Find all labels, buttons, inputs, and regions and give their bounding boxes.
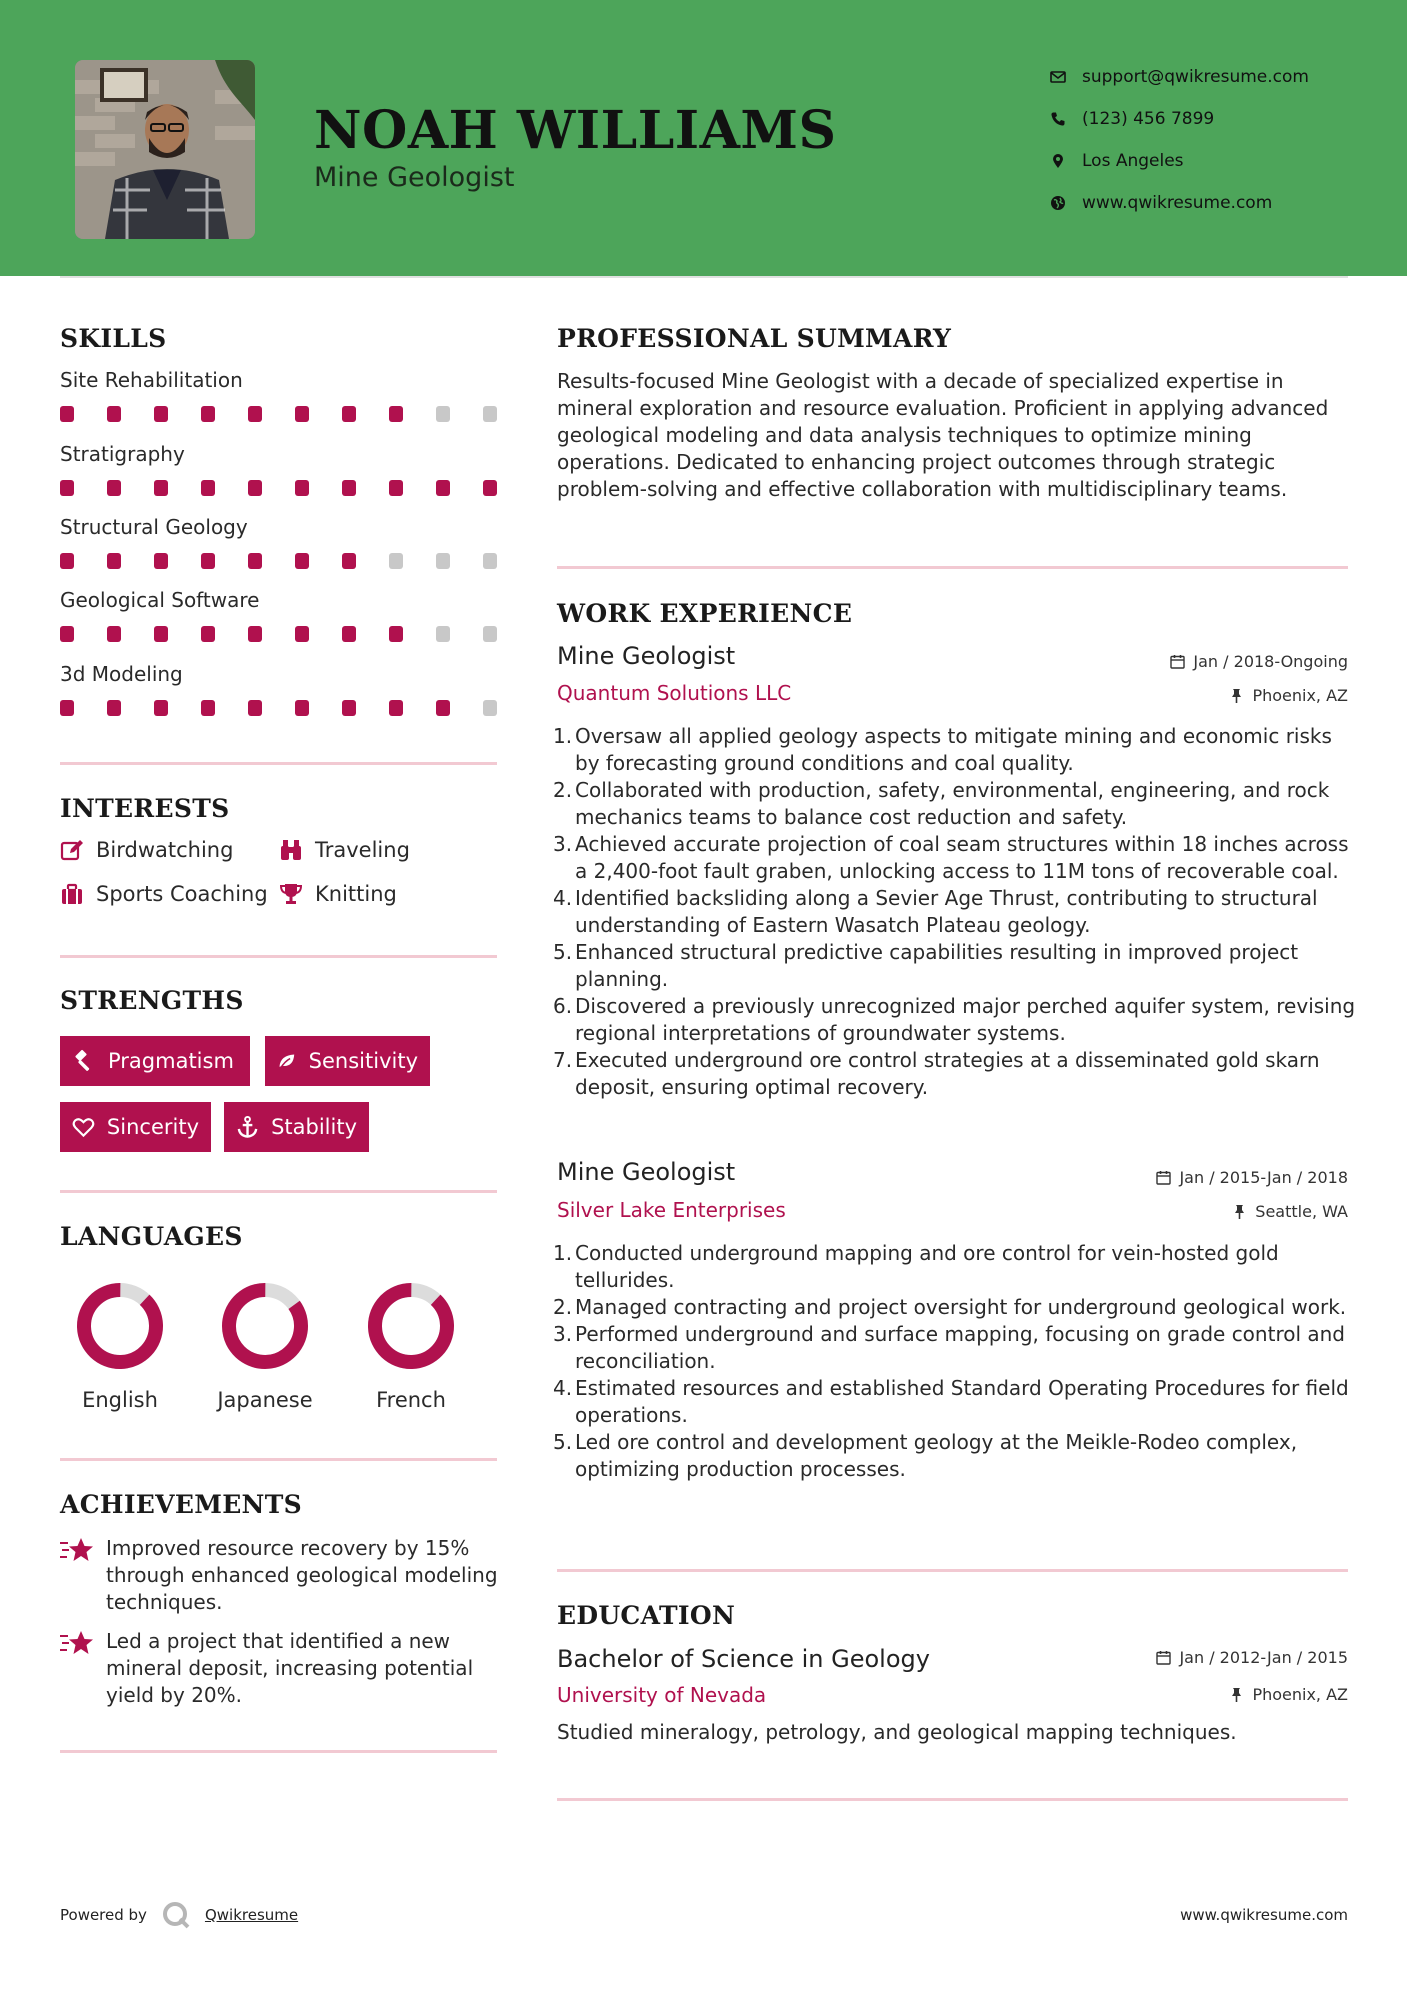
section-divider	[60, 1458, 497, 1461]
item-number: 1.	[553, 724, 573, 748]
company-name: Silver Lake Enterprises	[557, 1198, 786, 1222]
skill-dot	[389, 406, 403, 422]
candidate-name: NOAH WILLIAMS	[314, 100, 837, 161]
interest-label: Birdwatching	[96, 838, 234, 862]
star-icon	[60, 1537, 94, 1563]
skills-heading: SKILLS	[60, 324, 167, 353]
skill-dot	[248, 553, 262, 569]
skill-dot	[107, 553, 121, 569]
responsibility-item	[553, 777, 1357, 831]
strength-badge	[265, 1036, 430, 1086]
skill-dot	[60, 406, 74, 422]
language-item	[351, 1282, 471, 1412]
interest-label: Traveling	[315, 838, 410, 862]
responsibility-text: Oversaw all applied geology aspects to mitigate mining and economic risks by forecasting ground conditions and coal quality.	[575, 724, 1332, 775]
skill-dot	[201, 480, 215, 496]
section-divider	[557, 566, 1348, 569]
item-number: 2.	[553, 1295, 573, 1319]
item-number: 2.	[553, 778, 573, 802]
contact-email-text: support@qwikresume.com	[1082, 67, 1309, 87]
skill-name: Site Rehabilitation	[60, 368, 243, 392]
resume-header	[0, 0, 1407, 276]
language-donut	[221, 1282, 309, 1370]
company-name: Quantum Solutions LLC	[557, 681, 792, 705]
responsibility-item	[553, 885, 1357, 939]
skill-dot	[201, 626, 215, 642]
interest-item	[279, 838, 410, 862]
responsibility-list	[553, 723, 1357, 1101]
skill-dot	[60, 700, 74, 716]
star-icon	[60, 1630, 94, 1656]
item-number: 4.	[553, 886, 573, 910]
language-name: French	[376, 1388, 446, 1412]
job-dates-text: Jan / 2018-Ongoing	[1193, 652, 1348, 671]
education-description: Studied mineralogy, petrology, and geological mapping techniques.	[557, 1720, 1237, 1744]
phone-icon	[1050, 111, 1066, 127]
skill-dot	[342, 626, 356, 642]
envelope-icon	[1050, 69, 1066, 85]
skill-dot	[389, 700, 403, 716]
section-divider	[557, 1569, 1348, 1572]
skill-dot	[342, 553, 356, 569]
item-number: 3.	[553, 832, 573, 856]
section-divider	[60, 1190, 497, 1193]
responsibility-item	[553, 831, 1357, 885]
skill-dot	[342, 700, 356, 716]
strength-label: Sincerity	[106, 1115, 199, 1139]
section-divider	[60, 955, 497, 958]
summary-text: Results-focused Mine Geologist with a decade of specialized expertise in mineral exploration and resource evaluation. Proficient in applying advanced geological modeling and data analysis techniques to optimize mining operations. Dedicated to enhancing project outcomes through strategic problem-solving and effective collaboration with multidisciplinary teams.	[557, 369, 1329, 501]
item-number: 7.	[553, 1048, 573, 1072]
strength-label: Sensitivity	[308, 1049, 418, 1073]
item-number: 5.	[553, 1430, 573, 1454]
language-item	[60, 1282, 180, 1412]
strength-label: Stability	[271, 1115, 357, 1139]
calendar-icon	[1170, 654, 1185, 669]
header-divider	[60, 276, 1348, 278]
strength-badge	[60, 1036, 250, 1086]
job-location-text: Seattle, WA	[1255, 1202, 1348, 1221]
achievement-item	[60, 1535, 500, 1616]
skill-dot	[154, 406, 168, 422]
item-number: 5.	[553, 940, 573, 964]
responsibility-text: Enhanced structural predictive capabilities resulting in improved project planning.	[575, 940, 1299, 991]
job-location-text: Phoenix, AZ	[1252, 686, 1348, 705]
language-item	[205, 1282, 325, 1412]
interest-item	[60, 838, 233, 862]
skill-dot	[483, 406, 497, 422]
skill-dot	[389, 553, 403, 569]
skill-name: Geological Software	[60, 588, 260, 612]
skill-dot	[60, 553, 74, 569]
job-title: Mine Geologist	[557, 642, 736, 670]
section-divider	[60, 1750, 497, 1753]
pushpin-icon	[1229, 1687, 1244, 1702]
responsibility-text: Led ore control and development geology at the Meikle-Rodeo complex, optimizing production processes.	[575, 1430, 1298, 1481]
responsibility-item	[553, 1240, 1357, 1294]
skill-rating-dots	[60, 406, 500, 422]
contact-location	[1050, 140, 1309, 182]
skill-dot	[248, 626, 262, 642]
skill-dot	[295, 406, 309, 422]
responsibility-item	[553, 1375, 1357, 1429]
contact-website-text: www.qwikresume.com	[1082, 193, 1273, 213]
contact-website[interactable]	[1050, 182, 1309, 224]
contact-list	[1050, 56, 1309, 224]
donut-fill	[76, 1282, 164, 1370]
skill-dot	[295, 553, 309, 569]
skill-dot	[436, 553, 450, 569]
skill-dot	[483, 700, 497, 716]
skill-dot	[295, 480, 309, 496]
pushpin-icon	[1232, 1204, 1247, 1219]
strengths-heading: STRENGTHS	[60, 986, 244, 1015]
language-donut	[367, 1282, 455, 1370]
skill-dot	[389, 480, 403, 496]
calendar-icon	[1156, 1170, 1171, 1185]
map-pin-icon	[1050, 153, 1066, 169]
interest-item	[60, 882, 268, 906]
qwikresume-logo-icon	[161, 1900, 191, 1930]
powered-by-text: Powered by	[60, 1906, 147, 1924]
donut-fill	[367, 1282, 455, 1370]
summary-heading: PROFESSIONAL SUMMARY	[557, 324, 952, 353]
skill-dot	[201, 553, 215, 569]
responsibility-text: Collaborated with production, safety, environmental, engineering, and rock mechanics teams to balance cost reduction and safety.	[575, 778, 1330, 829]
achievement-text: Improved resource recovery by 15% through enhanced geological modeling techniques.	[106, 1536, 498, 1614]
briefcase-icon	[60, 882, 84, 906]
responsibility-text: Executed underground ore control strategies at a disseminated gold skarn deposit, ensuring optimal recovery.	[575, 1048, 1320, 1099]
responsibility-text: Performed underground and surface mapping, focusing on grade control and reconciliation.	[575, 1322, 1345, 1373]
strength-badge	[224, 1102, 369, 1152]
binoculars-icon	[279, 838, 303, 862]
skill-rating-dots	[60, 626, 500, 642]
skill-dot	[107, 626, 121, 642]
skill-dot	[483, 626, 497, 642]
responsibility-item	[553, 1321, 1357, 1375]
skill-dot	[60, 626, 74, 642]
skill-dot	[483, 480, 497, 496]
skill-dot	[154, 480, 168, 496]
language-donut	[76, 1282, 164, 1370]
anchor-icon	[236, 1115, 259, 1139]
section-divider	[557, 1798, 1348, 1801]
skill-dot	[154, 553, 168, 569]
responsibility-item	[553, 993, 1357, 1047]
languages-heading: LANGUAGES	[60, 1222, 243, 1251]
job-dates-text: Jan / 2015-Jan / 2018	[1179, 1168, 1348, 1187]
donut-fill	[221, 1282, 309, 1370]
skill-rating-dots	[60, 700, 500, 716]
skill-dot	[154, 700, 168, 716]
globe-icon	[1050, 195, 1066, 211]
contact-location-text: Los Angeles	[1082, 151, 1184, 171]
skill-dot	[154, 626, 168, 642]
skill-dot	[295, 626, 309, 642]
school-name: University of Nevada	[557, 1683, 767, 1707]
job-location	[1229, 686, 1348, 705]
achievement-item	[60, 1628, 500, 1709]
strength-badge	[60, 1102, 211, 1152]
interest-item	[279, 882, 397, 906]
responsibility-text: Discovered a previously unrecognized major perched aquifer system, revising regional interpretations of groundwater systems.	[575, 994, 1356, 1045]
skill-dot	[295, 700, 309, 716]
edit-icon	[60, 838, 84, 862]
skill-dot	[201, 700, 215, 716]
responsibility-list	[553, 1240, 1357, 1483]
item-number: 1.	[553, 1241, 573, 1265]
qwikresume-link[interactable]: Qwikresume	[204, 1906, 299, 1924]
job-dates	[1170, 652, 1348, 671]
contact-phone[interactable]	[1050, 98, 1309, 140]
education-location-text: Phoenix, AZ	[1252, 1685, 1348, 1704]
responsibility-text: Identified backsliding along a Sevier Age Thrust, contributing to structural understanding of Eastern Wasatch Plateau geology.	[575, 886, 1318, 937]
section-divider	[60, 762, 497, 765]
responsibility-text: Achieved accurate projection of coal seam structures within 18 inches across a 2,400-foot fault graben, unlocking access to 11M tons of recoverable coal.	[575, 832, 1349, 883]
achievement-text: Led a project that identified a new mineral deposit, increasing potential yield by 20%.	[106, 1629, 474, 1707]
skill-name: 3d Modeling	[60, 662, 183, 686]
gavel-icon	[72, 1049, 96, 1073]
heart-icon	[72, 1115, 95, 1139]
achievements-heading: ACHIEVEMENTS	[60, 1490, 302, 1519]
degree-title: Bachelor of Science in Geology	[557, 1645, 930, 1673]
strength-label: Pragmatism	[108, 1049, 234, 1073]
skill-dot	[436, 700, 450, 716]
candidate-title: Mine Geologist	[314, 162, 515, 193]
education-heading: EDUCATION	[557, 1601, 736, 1630]
pushpin-icon	[1229, 688, 1244, 703]
footer-powered-by	[60, 1900, 298, 1930]
item-number: 4.	[553, 1376, 573, 1400]
skill-dot	[60, 480, 74, 496]
skill-dot	[389, 626, 403, 642]
responsibility-text: Estimated resources and established Standard Operating Procedures for field operations.	[575, 1376, 1349, 1427]
skill-dot	[436, 480, 450, 496]
skill-dot	[436, 406, 450, 422]
skill-dot	[436, 626, 450, 642]
skill-dot	[107, 700, 121, 716]
responsibility-text: Managed contracting and project oversight for underground geological work.	[575, 1295, 1347, 1319]
skill-dot	[107, 406, 121, 422]
contact-phone-text: (123) 456 7899	[1082, 109, 1215, 129]
responsibility-item	[553, 723, 1357, 777]
item-number: 6.	[553, 994, 573, 1018]
education-location	[1229, 1685, 1348, 1704]
contact-email[interactable]	[1050, 56, 1309, 98]
interests-heading: INTERESTS	[60, 794, 230, 823]
skill-dot	[107, 480, 121, 496]
calendar-icon	[1156, 1650, 1171, 1665]
skill-rating-dots	[60, 480, 500, 496]
trophy-icon	[279, 882, 303, 906]
skill-dot	[342, 480, 356, 496]
item-number: 3.	[553, 1322, 573, 1346]
interest-label: Sports Coaching	[96, 882, 268, 906]
skill-rating-dots	[60, 553, 500, 569]
job-location	[1232, 1202, 1348, 1221]
job-title: Mine Geologist	[557, 1158, 736, 1186]
skill-dot	[483, 553, 497, 569]
responsibility-item	[553, 1294, 1357, 1321]
leaf-icon	[277, 1049, 297, 1073]
skill-dot	[248, 700, 262, 716]
skill-dot	[248, 406, 262, 422]
responsibility-item	[553, 1429, 1357, 1483]
education-dates	[1156, 1648, 1348, 1667]
skill-dot	[342, 406, 356, 422]
interest-label: Knitting	[315, 882, 397, 906]
responsibility-item	[553, 1047, 1357, 1101]
skill-dot	[248, 480, 262, 496]
experience-heading: WORK EXPERIENCE	[557, 599, 853, 628]
profile-photo	[75, 60, 255, 239]
skill-name: Structural Geology	[60, 515, 248, 539]
job-dates	[1156, 1168, 1348, 1187]
education-dates-text: Jan / 2012-Jan / 2015	[1179, 1648, 1348, 1667]
language-name: English	[82, 1388, 158, 1412]
skill-dot	[201, 406, 215, 422]
skill-name: Stratigraphy	[60, 442, 185, 466]
language-name: Japanese	[217, 1388, 313, 1412]
responsibility-text: Conducted underground mapping and ore control for vein-hosted gold tellurides.	[575, 1241, 1279, 1292]
footer-website[interactable]: www.qwikresume.com	[1180, 1906, 1348, 1924]
responsibility-item	[553, 939, 1357, 993]
